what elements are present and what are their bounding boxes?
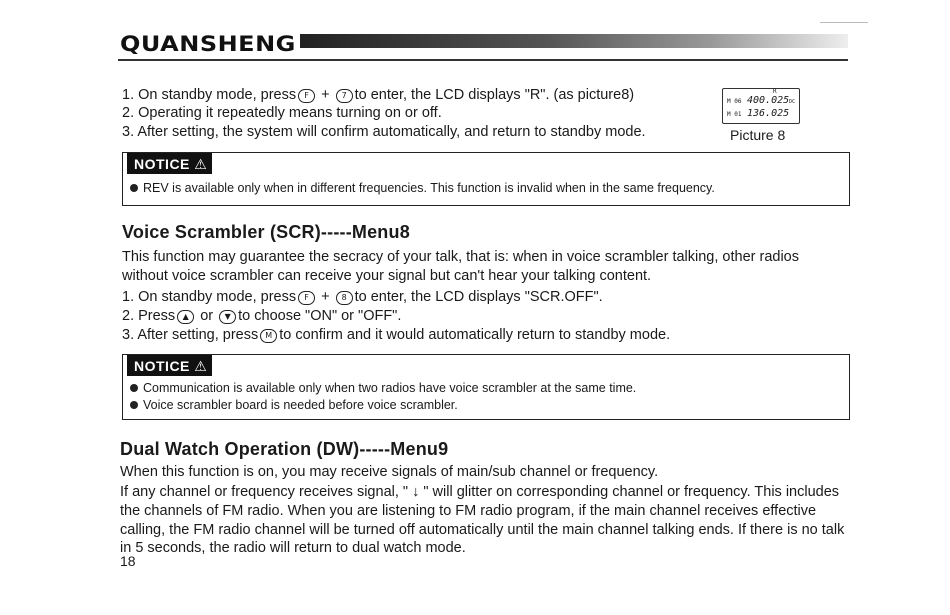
scr-notice-box [122,354,850,420]
dw-line-4: calling, the FM radio channel will be turned off automatically until the main channel talking ends. If there is no talk [120,522,845,538]
dw-line-5: in 5 seconds, the radio will return to dual watch mode. [120,540,466,556]
brand-logo: QUANSHENG [120,31,296,57]
key-8-icon: 8 [336,291,353,305]
lcd-row1-frequency: 400.025 [747,95,790,106]
scr-step-1-post: to enter, the LCD displays "SCR.OFF". [354,289,603,305]
lcd-row1-channel: M 06 [727,98,742,105]
down-arrow-key-icon: ▼ [219,310,236,324]
header-rule [118,59,848,61]
page-number: 18 [120,553,136,569]
scr-step-2-post: to choose "ON" or "OFF". [238,308,402,324]
scr-step-2 [122,307,401,325]
dw-heading: Dual Watch Operation (DW)-----Menu9 [120,439,449,459]
picture-caption: Picture 8 [730,127,786,143]
notice-item-text: Communication is available only when two radios have voice scrambler at the same time. [143,381,637,395]
scr-step-1 [122,288,603,306]
warning-icon: ⚠ [194,358,208,374]
notice-label [127,355,212,376]
rev-notice-box [122,152,850,206]
notice-item [130,379,636,397]
corner-mark [820,22,868,23]
notice-label [127,153,212,174]
scr-intro-line-2: without voice scrambler can receive your signal but can't hear your talking content. [122,268,652,284]
rev-step-1-post: to enter, the LCD displays "R". (as picture8) [354,87,635,103]
notice-text: NOTICE [134,156,190,172]
scr-step-2-or: or [196,308,218,324]
dw-line-3: the channels of FM radio. When you are listening to FM radio program, if the main channel receives effective [120,503,817,519]
notice-item [130,396,458,414]
scr-heading: Voice Scrambler (SCR)-----Menu8 [122,222,410,242]
scr-step-3-post: to confirm and it would automatically return to standby mode. [279,327,671,343]
bullet-icon [130,384,138,392]
lcd-row2-channel: M 01 [727,111,742,118]
menu-key-icon: M [260,329,277,343]
lcd-row1-suffix: DC [789,99,796,105]
rev-step-1 [122,86,634,104]
notice-item-text: Voice scrambler board is needed before voice scrambler. [143,398,458,412]
rev-step-2: 2. Operating it repeatedly means turning on or off. [122,105,442,121]
notice-text: NOTICE [134,358,190,374]
scr-step-1-pre: 1. On standby mode, press [122,289,297,305]
dw-line-2: If any channel or frequency receives signal, " ↓ " will glitter on corresponding channel or frequency. This includes [120,484,840,500]
scr-step-3-pre: 3. After setting, press [122,327,259,343]
f-key-icon: F [298,291,315,305]
lcd-picture-8 [722,88,800,124]
scr-step-1-plus: + [317,289,334,305]
scr-step-3 [122,326,670,344]
rev-step-1-plus: + [317,87,334,103]
lcd-r-indicator: R [773,88,777,95]
bullet-icon [130,184,138,192]
up-arrow-key-icon: ▲ [177,310,194,324]
bullet-icon [130,401,138,409]
key-7-icon: 7 [336,89,353,103]
lcd-row2-frequency: 136.025 [747,108,790,119]
f-key-icon: F [298,89,315,103]
notice-item-text: REV is available only when in different frequencies. This function is invalid when in the same frequency. [143,181,715,195]
scr-step-2-pre: 2. Press [122,308,176,324]
rev-step-1-pre: 1. On standby mode, press [122,87,297,103]
rev-step-3: 3. After setting, the system will confirm automatically, and return to standby mode. [122,124,646,140]
scr-intro-line-1: This function may guarantee the secracy of your talk, that is: when in voice scrambler talking, other radios [122,249,799,265]
notice-item [130,179,715,197]
dw-line-1: When this function is on, you may receive signals of main/sub channel or frequency. [120,464,659,480]
warning-icon: ⚠ [194,156,208,172]
header-gradient-bar [300,34,848,48]
